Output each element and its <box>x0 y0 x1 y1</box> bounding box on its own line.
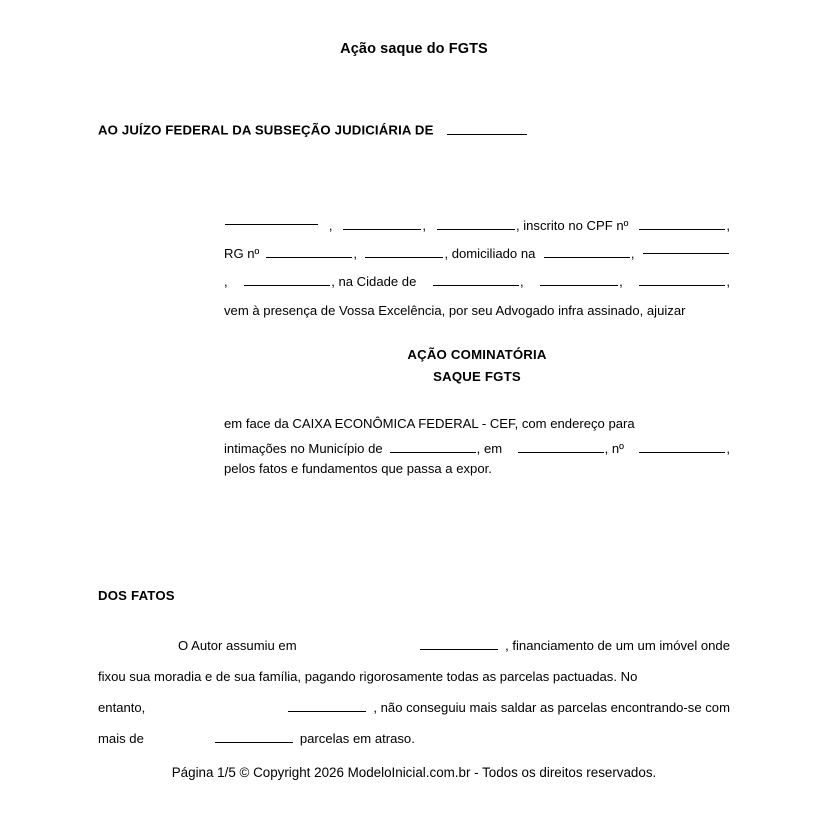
blank-numero-ré[interactable] <box>639 440 725 453</box>
action-heading-line-1: AÇÃO COMINATÓRIA <box>407 347 547 362</box>
blank-quantidade-parcelas[interactable] <box>215 730 293 743</box>
qual-sep-2: , <box>422 218 427 233</box>
facts-line-4 <box>98 723 730 754</box>
qual-sep-8: , <box>619 274 623 290</box>
qual-rg-label: RG nº <box>224 246 260 262</box>
blank-rg[interactable] <box>266 245 352 258</box>
facts-line-4-lead: mais de <box>98 731 144 746</box>
blank-municipio-ré[interactable] <box>390 440 476 453</box>
facts-line-1 <box>98 630 730 661</box>
qual-sep-6: , <box>224 274 228 290</box>
blank-logradouro-ré[interactable] <box>518 440 604 453</box>
page-footer: Página 1/5 © Copyright 2026 ModeloInicial.com.br - Todos os direitos reservados. <box>171 765 657 780</box>
qual-domicilio-label: , domiciliado na <box>444 246 536 262</box>
defendant-paragraph <box>224 411 730 461</box>
qual-sep-3: , <box>726 218 730 233</box>
blank-data-financiamento[interactable] <box>420 637 498 650</box>
blank-estado[interactable] <box>540 273 618 286</box>
defendant-municipio-label: intimações no Município de <box>224 441 383 456</box>
blank-cidade[interactable] <box>433 273 519 286</box>
blank-subsecao-judiciaria[interactable] <box>447 121 527 135</box>
qualification-line-1 <box>224 212 730 240</box>
qual-sep-1: , <box>328 218 333 233</box>
section-heading-dos-fatos: DOS FATOS <box>98 588 175 603</box>
facts-line-1-lead: O Autor assumiu em <box>178 638 297 653</box>
defendant-sep-1: , em <box>476 441 503 456</box>
action-heading-line-2: SAQUE FGTS <box>433 369 521 384</box>
facts-line-2: fixou sua moradia e de sua família, pagando rigorosamente todas as parcelas pactuadas. No <box>98 669 638 684</box>
page-title: Ação saque do FGTS <box>340 41 488 57</box>
addressee-text: AO JUÍZO FEDERAL DA SUBSEÇÃO JUDICIÁRIA DE <box>98 122 434 138</box>
blank-profissao[interactable] <box>365 245 443 258</box>
facts-line-4-tail: parcelas em atraso. <box>299 731 415 746</box>
blank-cep[interactable] <box>639 273 725 286</box>
blank-numero-endereco[interactable] <box>643 240 729 253</box>
facts-line-1-tail: , financiamento de um um imóvel onde <box>505 638 730 653</box>
qualification-line-2 <box>224 240 730 268</box>
facts-line-3 <box>98 692 730 723</box>
addressee-heading <box>98 121 528 138</box>
blank-nome-autor[interactable] <box>225 212 318 225</box>
qualification-paragraph <box>224 212 730 325</box>
facts-line-3-tail: , não conseguiu mais saldar as parcelas encontrando-se com <box>373 700 730 715</box>
defendant-line-2 <box>224 436 730 461</box>
blank-cpf[interactable] <box>639 217 725 230</box>
defendant-sep-2: , nº <box>604 441 624 456</box>
qual-cpf-label: , inscrito no CPF nº <box>515 218 629 233</box>
qual-sep-7: , <box>519 274 524 290</box>
defendant-closing-line: pelos fatos e fundamentos que passa a expor. <box>224 461 492 476</box>
qual-cidade-label: , na Cidade de <box>331 274 417 290</box>
blank-bairro[interactable] <box>244 273 330 286</box>
facts-paragraph <box>98 630 730 754</box>
qualification-line-3: , , na Cidade de , , , <box>224 268 730 296</box>
qual-sep-4: , <box>353 246 357 262</box>
blank-nacionalidade[interactable] <box>343 217 421 230</box>
facts-line-3-lead: entanto, <box>98 700 146 715</box>
qualification-line-4: vem à presença de Vossa Excelência, por seu Advogado infra assinado, ajuizar <box>224 302 686 318</box>
blank-data-inadimplencia[interactable] <box>288 699 366 712</box>
defendant-sep-3: , <box>726 441 730 456</box>
defendant-line-1: em face da CAIXA ECONÔMICA FEDERAL - CEF, com endereço para <box>224 416 635 431</box>
blank-endereco[interactable] <box>544 245 630 258</box>
blank-estado-civil[interactable] <box>437 217 515 230</box>
qual-sep-5: , <box>630 246 635 262</box>
